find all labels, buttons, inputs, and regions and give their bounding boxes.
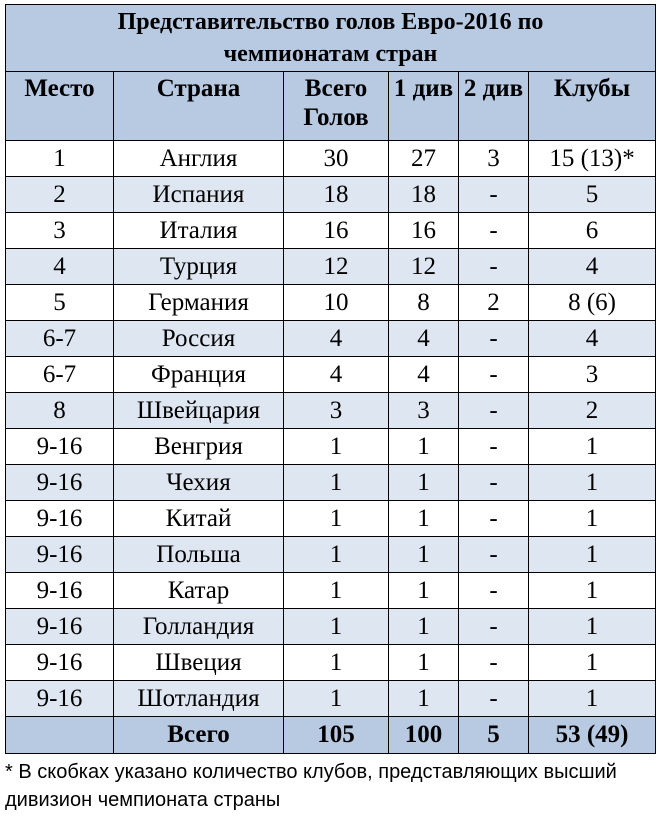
cell-country: Голландия [114,609,284,645]
cell-div2: - [459,321,529,357]
cell-country: Швейцария [114,393,284,429]
table-row [6,609,656,645]
goals-table [5,4,656,754]
cell-total-goals: 1 [284,681,389,717]
cell-place: 6-7 [6,357,114,393]
cell-div2: - [459,537,529,573]
table-title: Представительство голов Евро-2016 по чемпионатам стран [6,5,656,72]
header-country: Страна [114,72,284,141]
total-div2: 5 [459,717,529,754]
cell-place: 2 [6,177,114,213]
cell-total-goals: 10 [284,285,389,321]
table-row [6,501,656,537]
cell-div2: - [459,357,529,393]
cell-clubs: 8 (6) [529,285,656,321]
cell-div1: 1 [389,501,459,537]
cell-div2: 3 [459,141,529,177]
table-row [6,213,656,249]
cell-clubs: 1 [529,465,656,501]
table-row [6,645,656,681]
cell-total-goals: 4 [284,321,389,357]
cell-clubs: 1 [529,609,656,645]
cell-total-goals: 16 [284,213,389,249]
cell-country: Россия [114,321,284,357]
cell-div1: 1 [389,465,459,501]
cell-div2: - [459,573,529,609]
cell-place: 8 [6,393,114,429]
cell-place: 9-16 [6,537,114,573]
cell-clubs: 1 [529,681,656,717]
table-title-row [6,5,656,72]
header-place: Место [6,72,114,141]
cell-country: Италия [114,213,284,249]
cell-div2: - [459,177,529,213]
cell-total-goals: 4 [284,357,389,393]
cell-country: Венгрия [114,429,284,465]
total-place [6,717,114,754]
cell-place: 9-16 [6,501,114,537]
cell-total-goals: 12 [284,249,389,285]
cell-div2: - [459,213,529,249]
cell-clubs: 1 [529,501,656,537]
cell-place: 9-16 [6,465,114,501]
cell-place: 3 [6,213,114,249]
cell-div1: 4 [389,357,459,393]
cell-clubs: 4 [529,321,656,357]
header-div1: 1 див [389,72,459,141]
cell-div1: 8 [389,285,459,321]
cell-clubs: 15 (13)* [529,141,656,177]
cell-place: 9-16 [6,681,114,717]
cell-total-goals: 3 [284,393,389,429]
cell-div1: 18 [389,177,459,213]
cell-total-goals: 1 [284,429,389,465]
total-div1: 100 [389,717,459,754]
cell-country: Турция [114,249,284,285]
table-row [6,249,656,285]
cell-country: Китай [114,501,284,537]
cell-div2: - [459,465,529,501]
cell-div1: 12 [389,249,459,285]
table-row [6,537,656,573]
cell-total-goals: 1 [284,537,389,573]
total-row [6,717,656,754]
cell-total-goals: 1 [284,645,389,681]
cell-div2: - [459,645,529,681]
cell-clubs: 1 [529,573,656,609]
total-label: Всего [114,717,284,754]
table-row [6,177,656,213]
total-goals: 105 [284,717,389,754]
table-row [6,321,656,357]
cell-div2: - [459,681,529,717]
cell-place: 9-16 [6,573,114,609]
cell-country: Катар [114,573,284,609]
cell-clubs: 1 [529,537,656,573]
cell-place: 5 [6,285,114,321]
cell-clubs: 4 [529,249,656,285]
cell-total-goals: 1 [284,465,389,501]
cell-country: Германия [114,285,284,321]
cell-div2: - [459,393,529,429]
cell-country: Шотландия [114,681,284,717]
cell-clubs: 5 [529,177,656,213]
cell-country: Польша [114,537,284,573]
cell-country: Чехия [114,465,284,501]
cell-div1: 1 [389,681,459,717]
table-header-row [6,72,656,141]
header-total-goals: Всего Голов [284,72,389,141]
table-row [6,357,656,393]
cell-clubs: 3 [529,357,656,393]
cell-total-goals: 1 [284,573,389,609]
cell-place: 6-7 [6,321,114,357]
cell-country: Швеция [114,645,284,681]
cell-total-goals: 1 [284,609,389,645]
footnote: * В скобках указано количество клубов, представляющих высший дивизион чемпионата страны [5,761,617,811]
goals-table-container [5,4,655,754]
header-div2: 2 див [459,72,529,141]
header-clubs: Клубы [529,72,656,141]
table-row [6,681,656,717]
total-clubs: 53 (49) [529,717,656,754]
cell-div1: 16 [389,213,459,249]
cell-place: 9-16 [6,609,114,645]
table-row [6,141,656,177]
table-row [6,573,656,609]
cell-place: 1 [6,141,114,177]
cell-country: Франция [114,357,284,393]
cell-div2: - [459,429,529,465]
cell-total-goals: 18 [284,177,389,213]
table-row [6,429,656,465]
cell-clubs: 1 [529,645,656,681]
cell-div1: 4 [389,321,459,357]
cell-div1: 1 [389,573,459,609]
cell-clubs: 1 [529,429,656,465]
cell-div1: 1 [389,429,459,465]
cell-div2: - [459,609,529,645]
cell-div1: 1 [389,645,459,681]
cell-place: 4 [6,249,114,285]
cell-country: Англия [114,141,284,177]
table-body [6,141,656,717]
cell-div1: 1 [389,537,459,573]
cell-div1: 27 [389,141,459,177]
cell-div2: 2 [459,285,529,321]
cell-place: 9-16 [6,645,114,681]
table-row [6,465,656,501]
table-row [6,285,656,321]
cell-div1: 3 [389,393,459,429]
cell-place: 9-16 [6,429,114,465]
cell-country: Испания [114,177,284,213]
table-row [6,393,656,429]
cell-div1: 1 [389,609,459,645]
cell-total-goals: 30 [284,141,389,177]
cell-clubs: 2 [529,393,656,429]
cell-total-goals: 1 [284,501,389,537]
cell-div2: - [459,249,529,285]
cell-clubs: 6 [529,213,656,249]
cell-div2: - [459,501,529,537]
